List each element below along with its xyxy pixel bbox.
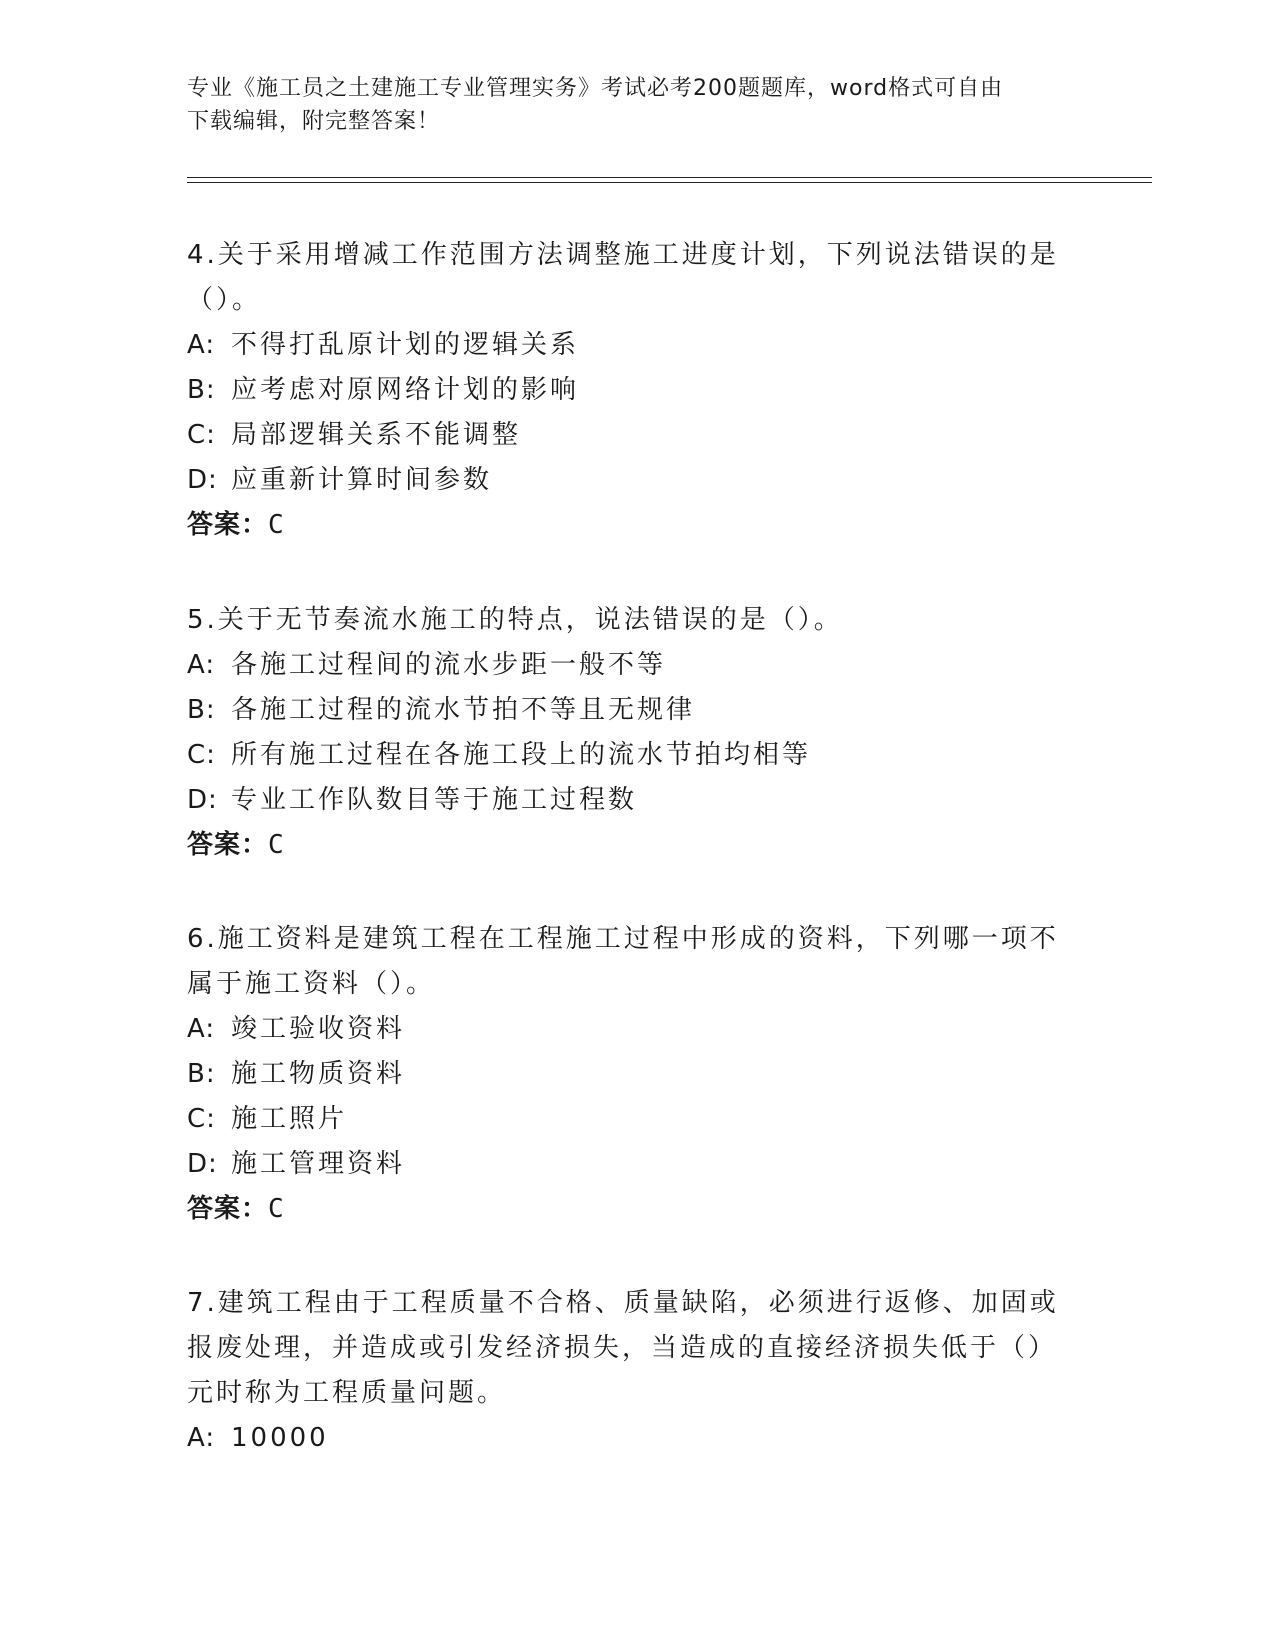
option-letter: D:	[187, 785, 218, 815]
option-d	[187, 1142, 1067, 1187]
question-stem: 5.关于无节奏流水施工的特点，说法错误的是（）。	[187, 605, 843, 635]
option-letter: D:	[187, 1149, 218, 1179]
answer-line	[187, 503, 1067, 548]
option-b	[187, 688, 1067, 733]
option-c	[187, 413, 1067, 458]
option-text: 专业工作队数目等于施工过程数	[231, 785, 638, 815]
option-letter: A:	[187, 1014, 216, 1044]
option-text: 竣工验收资料	[231, 1014, 406, 1044]
option-text: 应重新计算时间参数	[231, 465, 493, 495]
option-a	[187, 1416, 1067, 1461]
option-letter: C:	[187, 420, 216, 450]
question-5	[187, 598, 1067, 868]
option-letter: C:	[187, 1104, 216, 1134]
option-a	[187, 643, 1067, 688]
option-letter: A:	[187, 330, 216, 360]
header-divider-bottom	[187, 182, 1152, 183]
option-b	[187, 368, 1067, 413]
option-text: 10000	[231, 1423, 329, 1453]
option-letter: B:	[187, 1059, 216, 1089]
question-6	[187, 917, 1067, 1232]
option-text: 施工照片	[231, 1104, 348, 1134]
header-divider-top	[187, 177, 1152, 178]
option-a	[187, 1007, 1067, 1052]
option-text: 所有施工过程在各施工段上的流水节拍均相等	[231, 740, 812, 770]
option-text: 局部逻辑关系不能调整	[231, 420, 522, 450]
option-d	[187, 778, 1067, 823]
option-c	[187, 1097, 1067, 1142]
option-text: 各施工过程的流水节拍不等且无规律	[231, 695, 696, 725]
header-title-line-1: 专业《施工员之土建施工专业管理实务》考试必考200题题库，word格式可自由	[187, 76, 1004, 101]
document-header	[187, 72, 1067, 138]
answer-line	[187, 1187, 1067, 1232]
option-text: 应考虑对原网络计划的影响	[231, 375, 580, 405]
answer-value: C	[268, 1194, 285, 1224]
answer-label: 答案：	[187, 830, 269, 860]
answer-line	[187, 823, 1067, 868]
option-a	[187, 323, 1067, 368]
answer-label: 答案：	[187, 510, 269, 540]
question-stem: 6.施工资料是建筑工程在工程施工过程中形成的资料，下列哪一项不属于施工资料（）。	[187, 924, 1059, 999]
answer-label: 答案：	[187, 1194, 269, 1224]
header-title-line-2: 下载编辑，附完整答案！	[187, 109, 441, 134]
question-stem: 7.建筑工程由于工程质量不合格、质量缺陷，必须进行返修、加固或报废处理，并造成或引发经济损失，当造成的直接经济损失低于（）元时称为工程质量问题。	[187, 1288, 1059, 1408]
option-text: 施工物质资料	[231, 1059, 406, 1089]
option-text: 施工管理资料	[231, 1149, 406, 1179]
option-text: 各施工过程间的流水步距一般不等	[231, 650, 667, 680]
option-b	[187, 1052, 1067, 1097]
option-letter: B:	[187, 375, 216, 405]
option-text: 不得打乱原计划的逻辑关系	[231, 330, 580, 360]
option-letter: D:	[187, 465, 218, 495]
option-d	[187, 458, 1067, 503]
question-7	[187, 1281, 1067, 1461]
option-letter: A:	[187, 1423, 216, 1453]
option-letter: B:	[187, 695, 216, 725]
question-4	[187, 233, 1067, 548]
answer-value: C	[268, 510, 285, 540]
option-c	[187, 733, 1067, 778]
option-letter: A:	[187, 650, 216, 680]
question-stem: 4.关于采用增减工作范围方法调整施工进度计划，下列说法错误的是（）。	[187, 240, 1059, 315]
answer-value: C	[268, 830, 285, 860]
option-letter: C:	[187, 740, 216, 770]
